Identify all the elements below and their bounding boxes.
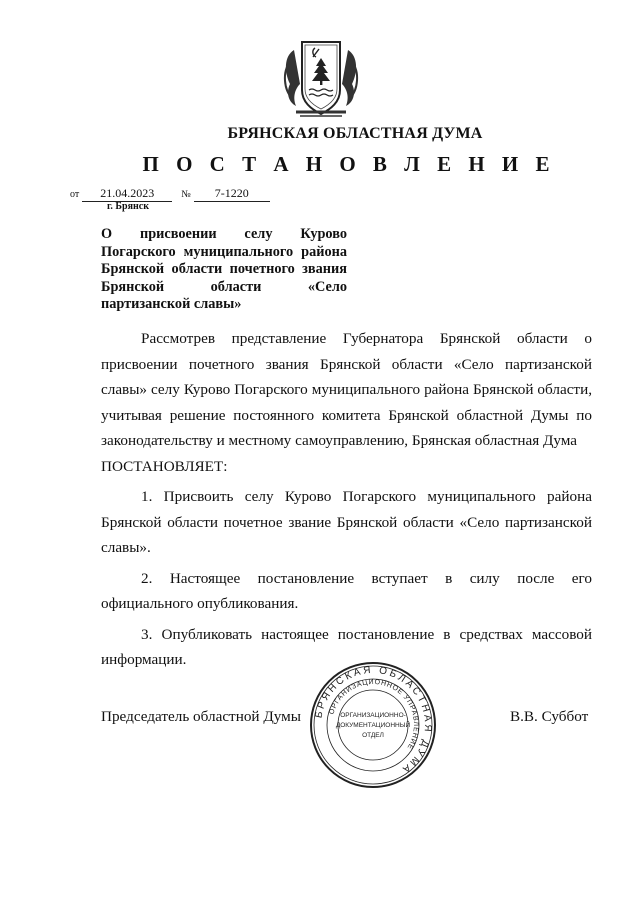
- coat-of-arms-icon: [282, 32, 360, 126]
- document-city: г. Брянск: [107, 201, 149, 212]
- signatory-name: В.В. Суббот: [510, 708, 589, 725]
- document-body: [101, 326, 592, 673]
- number-prefix: №: [181, 189, 191, 200]
- seal-outer-text: БРЯНСКАЯ ОБЛАСТНАЯ ДУМА: [313, 664, 434, 776]
- official-seal: [308, 660, 438, 790]
- document-date: 21.04.2023: [82, 186, 172, 202]
- resolution-item-3: 3. Опубликовать настоящее постановление в средствах массовой информации.: [101, 625, 592, 668]
- document-meta: [70, 186, 270, 202]
- seal-center-line-2: ДОКУМЕНТАЦИОННЫЙ: [335, 722, 411, 729]
- document-subject: О присвоении селу Курово Погарского муниципального района Брянской области почетного звания Брянской области «Село партизанской славы»: [101, 226, 347, 312]
- resolves-heading: ПОСТАНОВЛЯЕТ:: [101, 457, 228, 475]
- document-number: 7-1220: [194, 186, 270, 202]
- organization-name: БРЯНСКАЯ ОБЛАСТНАЯ ДУМА: [227, 125, 483, 142]
- signatory-position: Председатель областной Думы: [101, 708, 301, 725]
- resolution-item-1: 1. Присвоить селу Курово Погарского муниципального района Брянской области почетное звание Брянской области «Село партизанской славы».: [101, 488, 592, 556]
- seal-inner-text: ОРГАНИЗАЦИОННОЕ УПРАВЛЕНИЕ: [328, 678, 420, 751]
- resolution-item-2: 2. Настоящее постановление вступает в силу после его официального опубликования.: [101, 569, 592, 612]
- preamble-paragraph: Рассмотрев представление Губернатора Брянской области о присвоении почетного звания Брянской области «Село партизанской славы» селу Курово Погарского муниципального района Брянской области, учитывая решение постоянного комитета Брянской областной Думы по законодательству и местному самоуправлению, Брянская областная Дума: [101, 330, 592, 449]
- seal-center-line-1: ОРГАНИЗАЦИОННО-: [340, 712, 406, 719]
- document-type-title: П О С Т А Н О В Л Е Н И Е: [142, 152, 556, 176]
- date-prefix: от: [70, 189, 80, 200]
- seal-center-line-3: ОТДЕЛ: [362, 732, 384, 739]
